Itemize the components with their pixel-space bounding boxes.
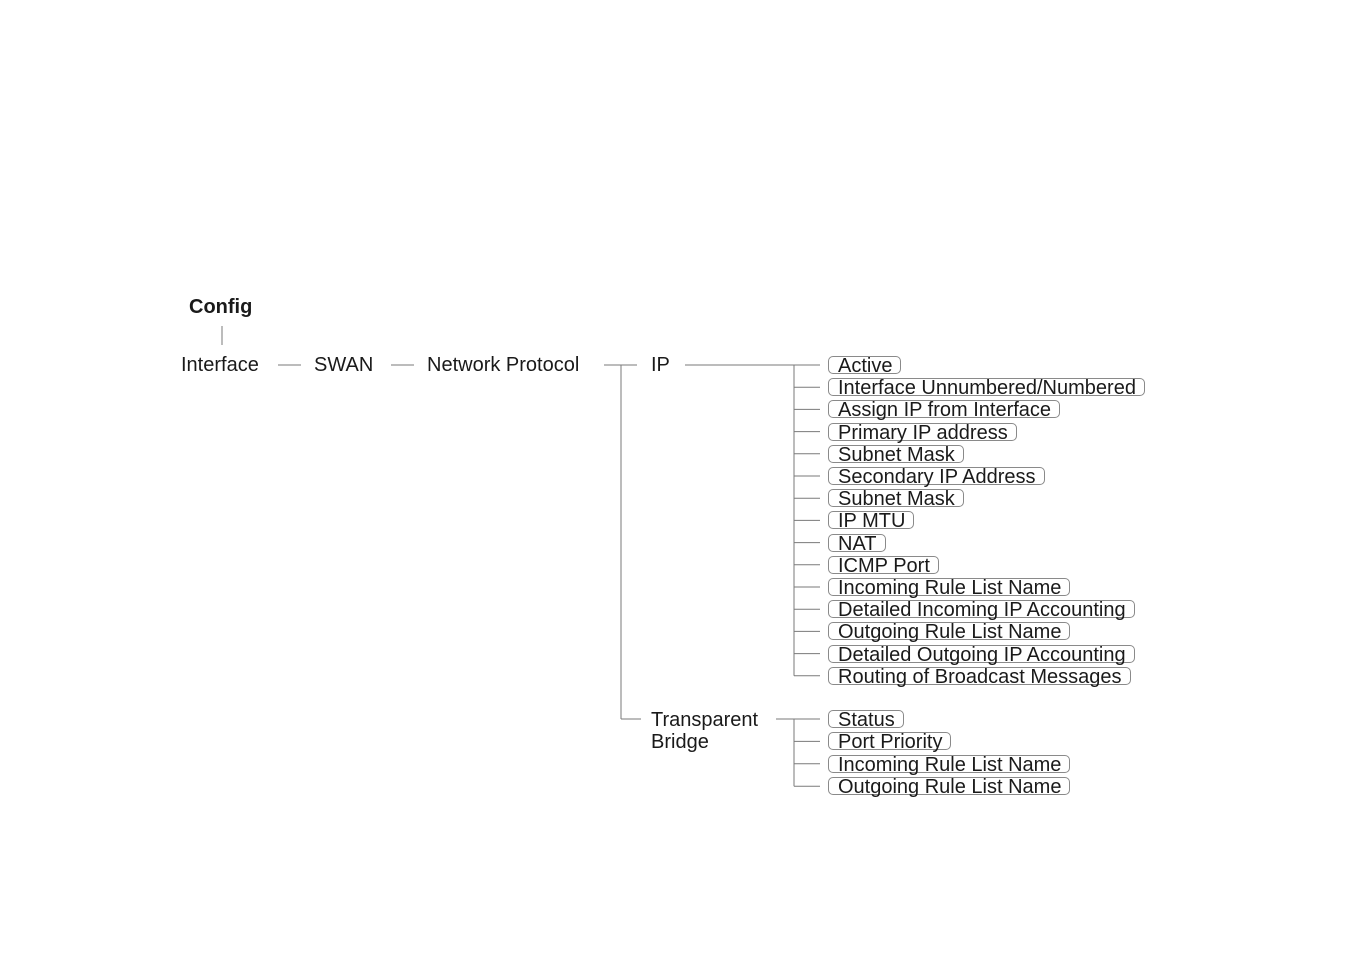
ip-leaf-icmp-port: ICMP Port [828, 556, 939, 574]
ip-leaf-ip-mtu: IP MTU [828, 511, 914, 529]
bridge-leaf-incoming-rule-list-name: Incoming Rule List Name [828, 755, 1070, 773]
ip-leaf-interface-unnumbered-numbered: Interface Unnumbered/Numbered [828, 378, 1145, 396]
node-interface: Interface [181, 354, 259, 376]
bridge-leaf-outgoing-rule-list-name: Outgoing Rule List Name [828, 777, 1070, 795]
node-swan: SWAN [314, 354, 374, 376]
node-transparent-bridge-line2: Bridge [651, 731, 709, 753]
bridge-branches [794, 719, 820, 786]
ip-leaf-assign-ip-from-interface: Assign IP from Interface [828, 400, 1060, 418]
bridge-leaf-status: Status [828, 710, 904, 728]
ip-leaf-nat: NAT [828, 534, 886, 552]
ip-leaf-incoming-rule-list-name: Incoming Rule List Name [828, 578, 1070, 596]
ip-leaf-subnet-mask-1: Subnet Mask [828, 445, 964, 463]
ip-leaf-subnet-mask-2: Subnet Mask [828, 489, 964, 507]
ip-leaf-secondary-ip-address: Secondary IP Address [828, 467, 1045, 485]
node-ip: IP [651, 354, 670, 376]
ip-leaf-primary-ip-address: Primary IP address [828, 423, 1017, 441]
bridge-leaf-port-priority: Port Priority [828, 732, 951, 750]
config-title: Config [189, 296, 253, 318]
node-network-protocol: Network Protocol [427, 354, 580, 376]
ip-leaf-active: Active [828, 356, 901, 374]
ip-leaf-detailed-incoming-ip-accounting: Detailed Incoming IP Accounting [828, 600, 1135, 618]
ip-leaf-routing-of-broadcast-messages: Routing of Broadcast Messages [828, 667, 1131, 685]
ip-leaf-detailed-outgoing-ip-accounting: Detailed Outgoing IP Accounting [828, 645, 1135, 663]
node-transparent-bridge [651, 709, 758, 753]
ip-leaf-outgoing-rule-list-name: Outgoing Rule List Name [828, 622, 1070, 640]
node-transparent-bridge-line1: Transparent [651, 709, 759, 731]
ip-branches [794, 365, 820, 676]
